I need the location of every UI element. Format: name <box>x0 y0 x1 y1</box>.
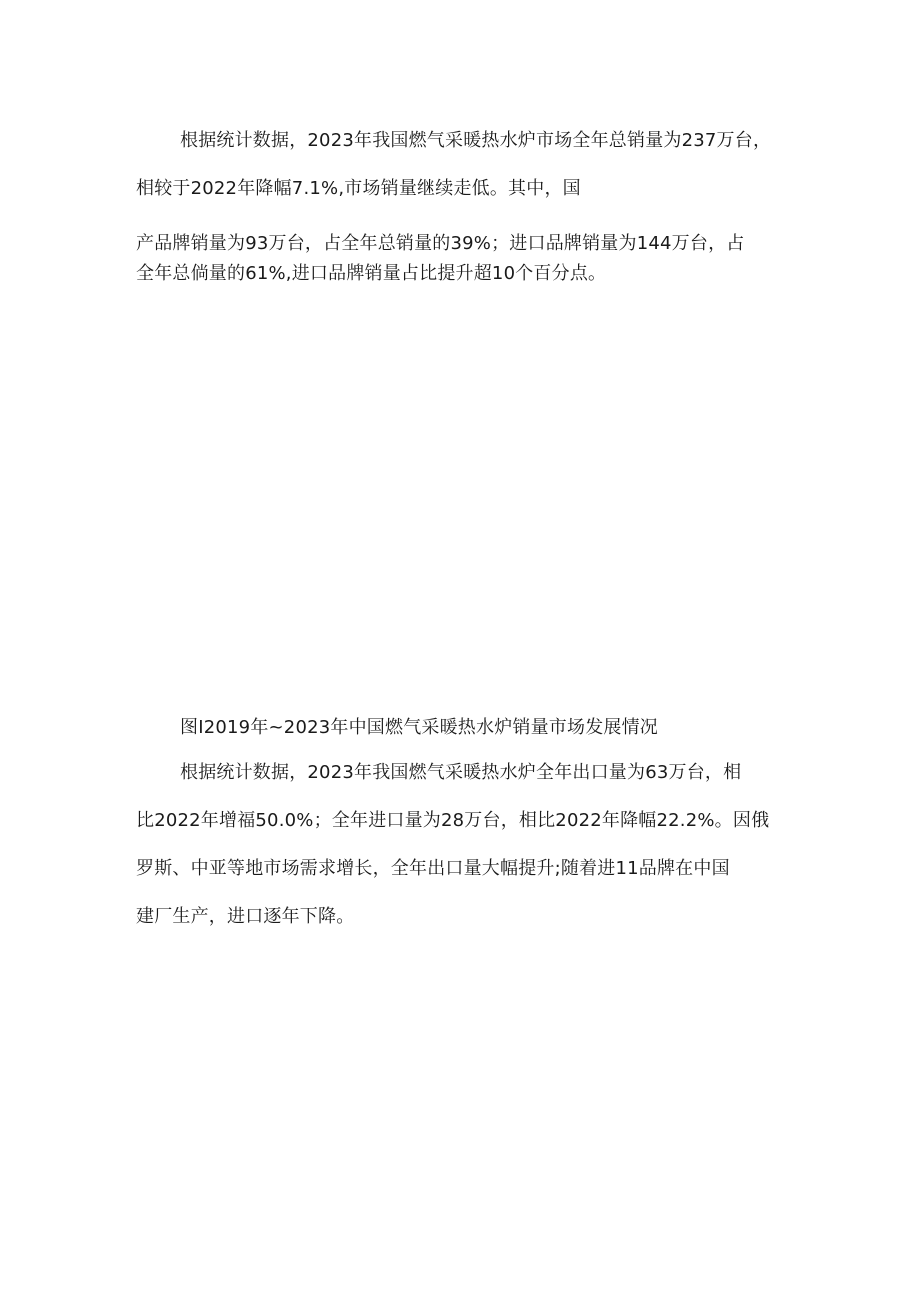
paragraph-1-line-3: 产品牌销量为93万台，占全年总销量的39%；进口品牌销量为144万台，占 <box>136 233 745 254</box>
paragraph-2-line-1: 根据统计数据，2023年我国燃气采暖热水炉全年出口量为63万台，相 <box>180 762 742 783</box>
paragraph-2-line-3: 罗斯、中亚等地市场需求增长，全年出口量大幅提升;随着进11品牌在中国 <box>136 858 730 879</box>
paragraph-1-line-2: 相较于2022年降幅7.1%,市场销量继续走低。其中，国 <box>136 178 581 199</box>
paragraph-1-line-4: 全年总倘量的61%,进口品牌销量占比提升超10个百分点。 <box>136 263 607 284</box>
figure-caption: 图I2019年~2023年中国燃气采暖热水炉销量市场发展情况 <box>180 717 659 738</box>
figure-placeholder <box>136 300 786 690</box>
paragraph-2-line-2: 比2022年增福50.0%；全年进口量为28万台，相比2022年降幅22.2%。因俄 <box>136 810 770 831</box>
paragraph-2-line-4: 建厂生产，进口逐年下降。 <box>136 906 355 927</box>
paragraph-1-line-1: 根据统计数据，2023年我国燃气采暖热水炉市场全年总销量为237万台， <box>180 130 772 151</box>
